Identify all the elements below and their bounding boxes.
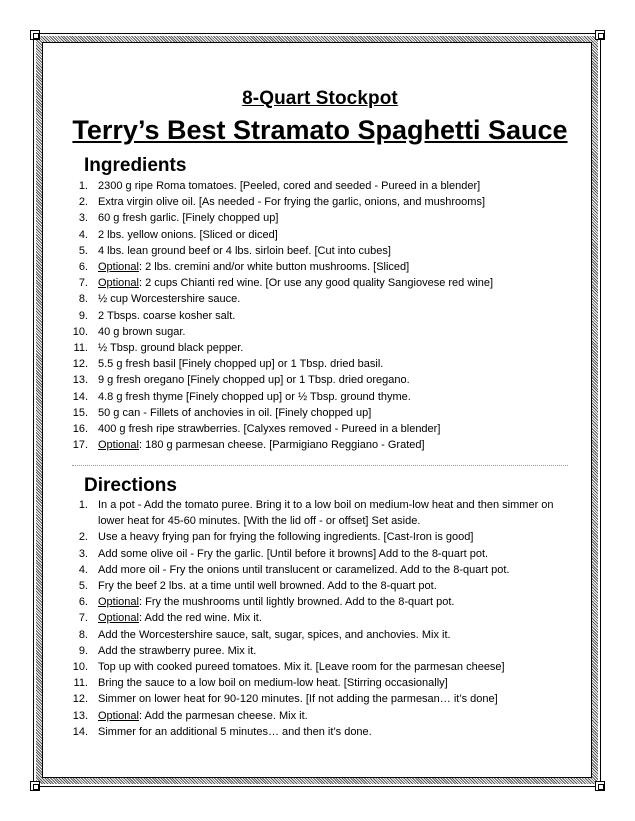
list-item-text: Extra virgin olive oil. [As needed - For frying the garlic, onions, and mushrooms] — [98, 196, 486, 209]
list-item-text: Simmer on lower heat for 90-120 minutes. [If not adding the parmesan… it’s done] — [98, 693, 498, 706]
list-item-number: 2. — [78, 196, 88, 209]
list-item-number: 1. — [78, 180, 88, 192]
list-item-number: 10. — [72, 661, 88, 674]
ingredients-list — [60, 178, 580, 453]
list-item-number: 13. — [72, 374, 88, 387]
list-item-text: Add the strawberry puree. Mix it. — [98, 644, 257, 657]
list-item-text: Add some olive oil - Fry the garlic. [Until before it browns] Add to the 8-quart pot. — [98, 547, 489, 560]
list-item-text: 5.5 g fresh basil [Finely chopped up] or 1 Tbsp. dried basil. — [98, 358, 384, 371]
ingredient-item — [60, 308, 580, 324]
ingredient-item — [60, 259, 580, 275]
list-item-text: : 2 cups Chianti red wine. [Or use any good quality Sangiovese red wine] — [138, 277, 494, 290]
list-item-text: 50 g can - Fillets of anchovies in oil. [Finely chopped up] — [98, 406, 372, 419]
ingredient-item — [60, 194, 580, 210]
optional-label: Optional — [98, 596, 139, 609]
ingredient-item — [60, 421, 580, 437]
list-item-number: 12. — [72, 693, 88, 706]
list-item-text: 4 lbs. lean ground beef or 4 lbs. sirloin beef. [Cut into cubes] — [98, 244, 391, 257]
page-title: Terry’s Best Stramato Spaghetti Sauce — [72, 115, 568, 145]
list-item-text: : Add the parmesan cheese. Mix it. — [138, 709, 308, 722]
ingredient-item — [60, 324, 580, 340]
direction-step — [60, 691, 580, 707]
list-item-text: Add more oil - Fry the onions until translucent or caramelized. Add to the 8-quart pot. — [98, 563, 510, 576]
border-corner-ornament — [595, 781, 605, 791]
list-item-number: 6. — [78, 596, 88, 609]
list-item-number: 10. — [72, 325, 88, 338]
list-item-text: : Add the red wine. Mix it. — [138, 612, 262, 625]
list-item-text: 2 lbs. yellow onions. [Sliced or diced] — [98, 228, 278, 241]
list-item-number: 4. — [78, 228, 88, 241]
list-item-text: ½ cup Worcestershire sauce. — [98, 293, 241, 306]
list-item-number: 17. — [72, 439, 88, 452]
direction-step — [60, 627, 580, 643]
list-item-text: 4.8 g fresh thyme [Finely chopped up] or ½ Tbsp. ground thyme. — [98, 390, 411, 403]
list-item-text: 2 Tbsps. coarse kosher salt. — [98, 309, 236, 322]
direction-step — [60, 708, 580, 724]
ingredient-item — [60, 275, 580, 291]
list-item-number: 11. — [73, 342, 88, 355]
list-item-number: 14. — [72, 725, 88, 738]
border-corner-ornament — [595, 30, 605, 40]
list-item-number: 4. — [78, 563, 88, 576]
ingredient-item — [60, 227, 580, 243]
list-item-number: 3. — [78, 212, 88, 225]
ingredient-item — [60, 405, 580, 421]
list-item-text: In a pot - Add the tomato puree. Bring it to a low boil on medium-low heat and then simmer on lower heat for 45-60 minutes. [With the lid off - or offset] Set aside. — [98, 499, 554, 528]
optional-label: Optional — [98, 261, 139, 274]
list-item-text: Bring the sauce to a low boil on medium-low heat. [Stirring occasionally] — [98, 677, 448, 690]
direction-step — [60, 578, 580, 594]
list-item-number: 6. — [78, 261, 88, 274]
list-item-number: 1. — [78, 499, 88, 511]
list-item-number: 5. — [78, 244, 88, 257]
list-item-number: 8. — [78, 628, 88, 641]
list-item-number: 2. — [78, 531, 88, 544]
direction-step — [60, 724, 580, 740]
ingredient-item — [60, 210, 580, 226]
list-item-text: : 2 lbs. cremini and/or white button mushrooms. [Sliced] — [138, 261, 410, 274]
list-item-text: Top up with cooked pureed tomatoes. Mix it. [Leave room for the parmesan cheese] — [98, 661, 505, 674]
list-item-number: 11. — [73, 677, 88, 690]
list-item-text: ½ Tbsp. ground black pepper. — [98, 342, 244, 355]
ingredient-item — [60, 356, 580, 372]
list-item-text: 60 g fresh garlic. [Finely chopped up] — [98, 212, 279, 225]
ingredient-item — [60, 372, 580, 388]
ingredient-item — [60, 291, 580, 307]
direction-step — [60, 610, 580, 626]
list-item-text: Use a heavy frying pan for frying the following ingredients. [Cast-Iron is good] — [98, 531, 474, 544]
ingredients-heading: Ingredients — [84, 155, 187, 176]
list-item-number: 5. — [78, 580, 88, 593]
direction-step — [60, 594, 580, 610]
direction-step — [60, 643, 580, 659]
ingredient-item — [60, 437, 580, 453]
section-divider — [72, 465, 568, 466]
direction-step — [60, 562, 580, 578]
direction-step — [60, 659, 580, 675]
list-item-number: 15. — [72, 406, 88, 419]
list-item-text: Simmer for an additional 5 minutes… and then it’s done. — [98, 725, 372, 738]
list-item-text: : 180 g parmesan cheese. [Parmigiano Reggiano - Grated] — [138, 439, 425, 452]
page-subtitle: 8-Quart Stockpot — [242, 88, 398, 109]
list-item-number: 9. — [78, 644, 88, 657]
list-item-number: 13. — [72, 709, 88, 722]
list-item-number: 9. — [78, 309, 88, 322]
direction-step — [60, 497, 580, 529]
direction-step — [60, 529, 580, 545]
list-item-number: 8. — [78, 293, 88, 306]
border-corner-ornament — [30, 30, 40, 40]
ingredient-item — [60, 389, 580, 405]
ingredient-item — [60, 178, 580, 194]
list-item-number: 7. — [78, 612, 88, 625]
optional-label: Optional — [98, 277, 139, 290]
list-item-text: Add the Worcestershire sauce, salt, sugar, spices, and anchovies. Mix it. — [98, 628, 451, 641]
list-item-number: 16. — [72, 423, 88, 436]
direction-step — [60, 546, 580, 562]
list-item-text: 9 g fresh oregano [Finely chopped up] or 1 Tbsp. dried oregano. — [98, 374, 410, 387]
optional-label: Optional — [98, 439, 139, 452]
directions-heading: Directions — [84, 475, 177, 496]
ingredient-item — [60, 243, 580, 259]
optional-label: Optional — [98, 709, 139, 722]
directions-list — [60, 497, 580, 740]
direction-step — [60, 675, 580, 691]
list-item-number: 7. — [78, 277, 88, 290]
optional-label: Optional — [98, 612, 139, 625]
list-item-text: 2300 g ripe Roma tomatoes. [Peeled, cored and seeded - Pureed in a blender] — [98, 180, 481, 192]
list-item-text: 400 g fresh ripe strawberries. [Calyxes removed - Pureed in a blender] — [98, 423, 441, 436]
list-item-text: : Fry the mushrooms until lightly browned. Add to the 8-quart pot. — [138, 596, 455, 609]
border-corner-ornament — [30, 781, 40, 791]
ingredient-item — [60, 340, 580, 356]
list-item-number: 3. — [78, 547, 88, 560]
list-item-text: 40 g brown sugar. — [98, 325, 186, 338]
list-item-number: 12. — [72, 358, 88, 371]
list-item-number: 14. — [72, 390, 88, 403]
list-item-text: Fry the beef 2 lbs. at a time until well browned. Add to the 8-quart pot. — [98, 580, 437, 593]
